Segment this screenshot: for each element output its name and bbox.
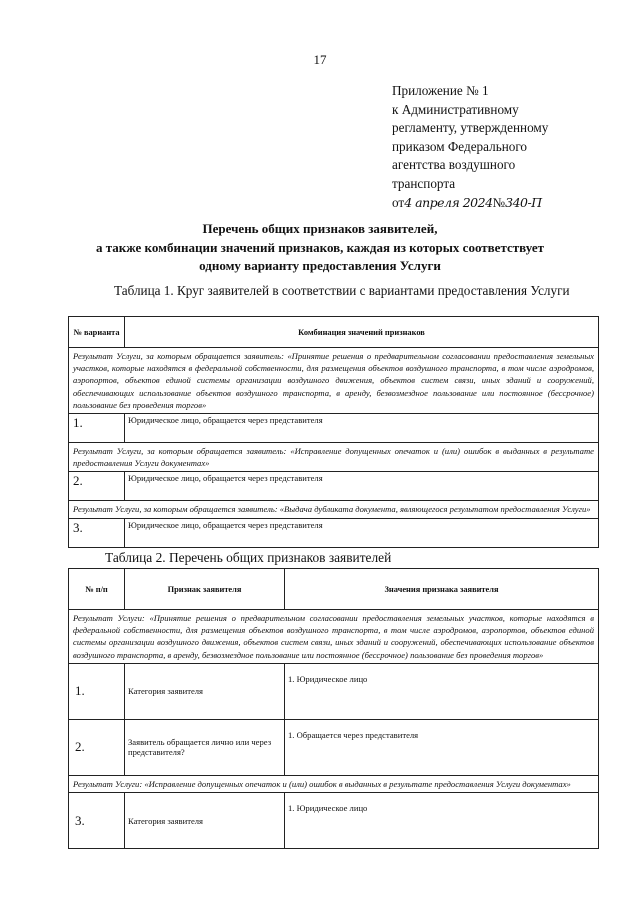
variant-number: 2. [69,472,125,501]
appendix-line: регламенту, утвержденному [392,120,549,136]
appendix-date-line [392,194,622,213]
appendix-line: приказом Федерального [392,138,528,154]
table2-header-row [69,569,599,610]
variant-number: 3. [69,518,125,547]
table2-caption: Таблица 2. Перечень общих признаков заявителей [105,550,392,565]
row-number: 2. [69,719,125,775]
table1-result-row [69,443,599,472]
table2 [68,568,599,849]
table2-header-num: № п/п [69,569,125,610]
table2-result-text: Результат Услуги: «Исправление допущенных опечаток и (или) ошибок в выданных в результате предоставления Услуги документах» [69,775,599,792]
title-line: одному варианту предоставления Услуги [199,258,441,273]
handwritten-number: 340-П [505,194,542,210]
table2-result-text: Результат Услуги: «Принятие решения о предварительном согласовании предоставления земельных участков, которые находятся в федеральной собственности, для размещения объектов воздушного транспорта, в том числе аэродромов, аэропортов, объектов единой системы организации воздушного движения, объектов систем связи, иных зданий и сооружений, обеспечивающих использование объектов воздушного транспорта, в аренду, безвозмездное пользование или постоянное (бессрочное) пользование без проведения торгов» [69,610,599,664]
row-number: 3. [69,793,125,849]
table1-result-text: Результат Услуги, за которым обращается заявитель: «Принятие решения о предварительном согласовании предоставления земельных участков, которые находятся в федеральной собственности, для размещения объектов воздушного транспорта, в том числе аэродромов, аэропортов, объектов единой системы организации воздушного движения, объектов систем связи, иных зданий и сооружений, обеспечивающих использование объектов воздушного транспорта, в аренду, безвозмездное пользование или постоянное (бессрочное) пользование без проведения торгов» [69,348,599,414]
row-sign: Заявитель обращается лично или через представителя? [125,719,285,775]
variant-value: Юридическое лицо, обращается через представителя [125,414,599,443]
table1-header-row [69,317,599,348]
variant-number: 1. [69,414,125,443]
row-number: 1. [69,663,125,719]
row-sign: Категория заявителя [125,793,285,849]
table2-header-sign: Признак заявителя [125,569,285,610]
variant-value: Юридическое лицо, обращается через представителя [125,472,599,501]
table2-header-values: Значения признака заявителя [285,569,599,610]
table1-result-text: Результат Услуги, за которым обращается заявитель: «Исправление допущенных опечаток и (или) ошибок в выданных в результате предоставления Услуги документах» [69,443,599,472]
row-sign: Категория заявителя [125,663,285,719]
appendix-line: Приложение № 1 [392,83,489,98]
row-value: 1. Юридическое лицо [285,663,599,719]
appendix-line: транспорта [392,175,456,191]
document-title [50,220,590,276]
table1-variant-row [69,518,599,547]
table1 [68,316,599,548]
table1-result-row [69,348,599,414]
table1-variant-row [69,472,599,501]
appendix-line: к Административному [392,101,519,117]
title-line: а также комбинации значений признаков, каждая из которых соответствует [96,239,544,255]
table2-row [69,719,599,775]
table1-header-num: № варианта [69,317,125,348]
table1-variant-row [69,414,599,443]
number-prefix: № [492,194,506,210]
table1-result-row [69,501,599,518]
row-value: 1. Юридическое лицо [285,793,599,849]
appendix-line: агентства воздушного [392,157,516,173]
table1-caption [68,282,598,299]
table1-header-combination: Комбинация значений признаков [125,317,599,348]
appendix-block [392,82,622,212]
handwritten-date: 4 апреля 2024 [404,194,493,210]
table1-caption-text: Таблица 1. Круг заявителей в соответствии с вариантами предоставления Услуги [114,283,570,298]
table2-result-row [69,775,599,792]
table2-result-row [69,610,599,664]
table2-row [69,663,599,719]
page-number: 17 [313,52,327,67]
table1-result-text: Результат Услуги, за которым обращается заявитель: «Выдача дубликата документа, являющегося результатом предоставления Услуги» [69,501,599,518]
row-value: 1. Обращается через представителя [285,719,599,775]
table2-row [69,793,599,849]
variant-value: Юридическое лицо, обращается через представителя [125,518,599,547]
title-line: Перечень общих признаков заявителей, [202,221,438,236]
date-prefix: от [392,194,405,210]
